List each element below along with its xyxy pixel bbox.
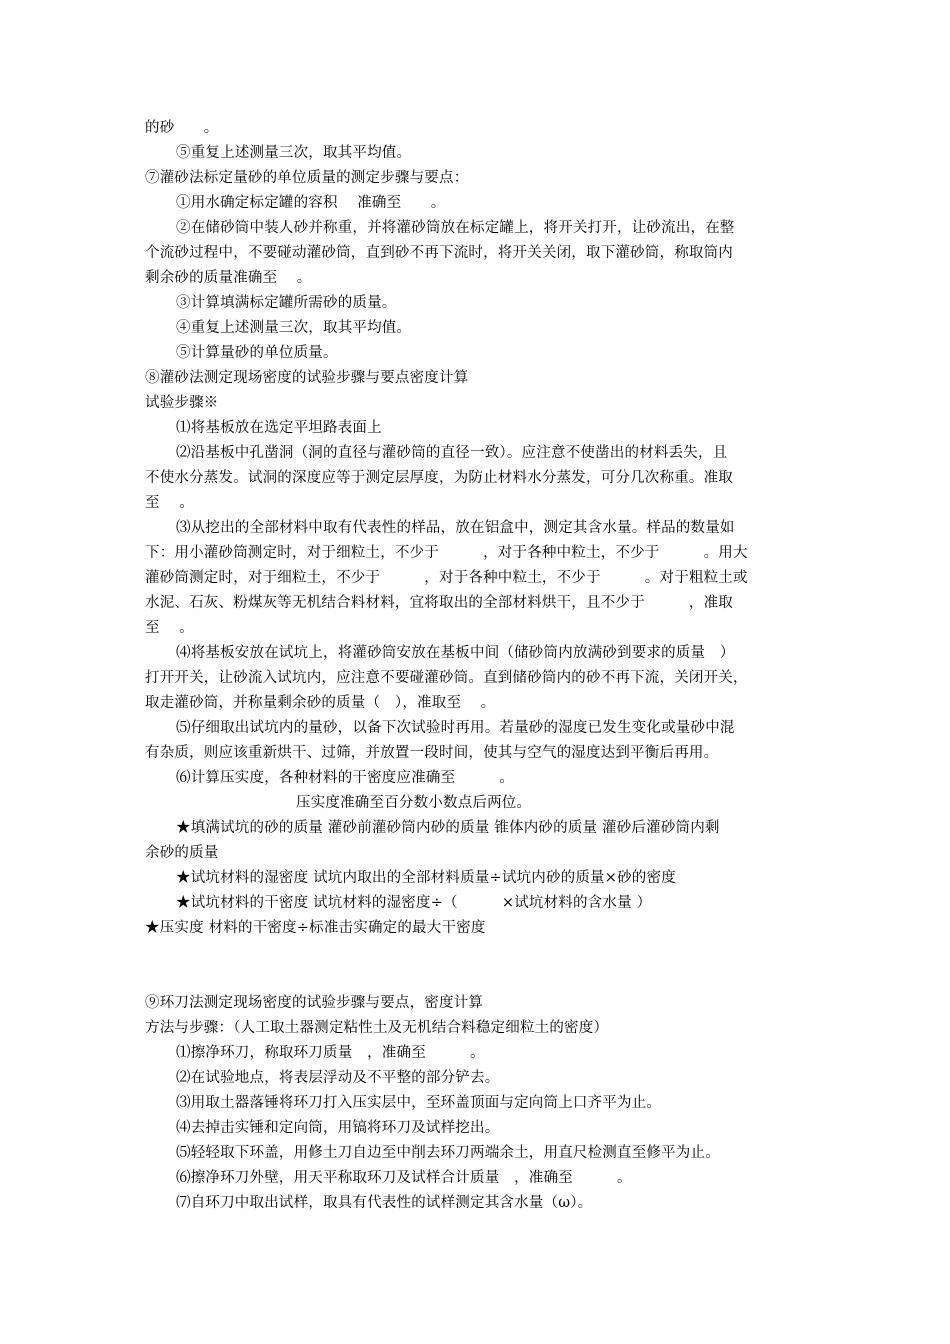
text-line: 取走灌砂筒，并称量剩余砂的质量（ ），准取至 。 [145,695,496,711]
text-line: 灌砂筒测定时，对于细粒土，不少于 ，对于各种中粒土，不少于 。对于粗粒土或 [145,570,748,586]
text-line: 的砂 。 [145,120,219,136]
formula-line: ★压实度 材料的干密度÷标准击实确定的最大干密度 [145,920,486,936]
text-line: ⑤计算量砂的单位质量。 [176,345,338,361]
text-line: 至 。 [145,495,194,511]
text-line: ⑹擦净环刀外壁，用天平称取环刀及试样合计质量 ，准确至 。 [176,1170,632,1186]
text-line: ⑺自环刀中取出试样，取具有代表性的试样测定其含水量（ω）。 [176,1195,593,1211]
text-line: 有杂质，则应该重新烘干、过筛，并放置一段时间，使其与空气的湿度达到平衡后再用。 [145,745,719,761]
text-line: ⑹计算压实度，各种材料的干密度应准确至 。 [176,770,515,786]
text-line: 个流砂过程中，不要碰动灌砂筒，直到砂不再下流时，将开关关闭，取下灌砂筒，称取筒内 [145,245,733,261]
text-line: 方法与步骤：（人工取土器测定粘性土及无机结合料稳定细粒土的密度） [145,1020,609,1036]
text-line: ⑴将基板放在选定平坦路表面上 [176,420,382,436]
formula-line: ★试坑材料的干密度 试坑材料的湿密度÷（ ×试坑材料的含水量 ） [176,895,652,911]
text-line: ⑵在试验地点，将表层浮动及不平整的部分铲去。 [176,1070,500,1086]
text-line: 下：用小灌砂筒测定时，对于细粒土，不少于 ，对于各种中粒土，不少于 。用大 [145,545,748,561]
text-line: ⑷将基板安放在试坑上，将灌砂筒安放在基板中间（储砂筒内放满砂到要求的质量 ） [176,645,735,661]
text-line: ③计算填满标定罐所需砂的质量。 [176,295,397,311]
text-line: 水泥、石灰、粉煤灰等无机结合料材料，宜将取出的全部材料烘干，且不少于 ，准取 [145,595,733,611]
text-line: 压实度准确至百分数小数点后两位。 [296,795,532,811]
text-line: ⑵沿基板中孔凿洞（洞的直径与灌砂筒的直径一致）。应注意不使凿出的材料丢失，且 [176,445,728,461]
text-line: ⑶用取土器落锤将环刀打入压实层中，至环盖顶面与定向筒上口齐平为止。 [176,1095,662,1111]
text-line: 试验步骤※ [145,395,219,411]
formula-line: 余砂的质量 [145,845,219,861]
formula-line: ★填满试坑的砂的质量 灌砂前灌砂筒内砂的质量 锥体内砂的质量 灌砂后灌砂筒内剩 [176,820,720,836]
text-line: ⑷去掉击实锤和定向筒，用镐将环刀及试样挖出。 [176,1120,500,1136]
text-line: ①用水确定标定罐的容积 准确至 。 [176,195,446,211]
text-line: 至 。 [145,620,194,636]
section-heading: ⑧灌砂法测定现场密度的试验步骤与要点密度计算 [145,370,469,386]
text-line: ⑶从挖出的全部材料中取有代表性的样品，放在铝盒中，测定其含水量。样品的数量如 [176,520,735,536]
text-line: 打开开关，让砂流入试坑内，应注意不要碰灌砂筒。直到储砂筒内的砂不再下流，关闭开关， [145,670,748,686]
section-heading: ⑨环刀法测定现场密度的试验步骤与要点，密度计算 [145,995,484,1011]
formula-line: ★试坑材料的湿密度 试坑内取出的全部材料质量÷试坑内砂的质量×砂的密度 [176,870,676,886]
section-heading: ⑦灌砂法标定量砂的单位质量的测定步骤与要点： [145,170,469,186]
text-line: ⑸仔细取出试坑内的量砂，以备下次试验时再用。若量砂的湿度已发生变化或量砂中混 [176,720,735,736]
text-line: 不使水分蒸发。试洞的深度应等于测定层厚度，为防止材料水分蒸发，可分几次称重。准取 [145,470,733,486]
text-line: ④重复上述测量三次，取其平均值。 [176,320,412,336]
text-line: ⑤重复上述测量三次，取其平均值。 [176,145,412,161]
text-line: 剩余砂的质量准确至 。 [145,270,312,286]
text-line: ②在储砂筒中装人砂并称重，并将灌砂筒放在标定罐上，将开关打开，让砂流出，在整 [176,220,735,236]
text-line: ⑴擦净环刀，称取环刀质量 ，准确至 。 [176,1045,485,1061]
text-line: ⑸轻轻取下环盖，用修土刀自边至中削去环刀两端余土，用直尺检测直至修平为止。 [176,1145,720,1161]
